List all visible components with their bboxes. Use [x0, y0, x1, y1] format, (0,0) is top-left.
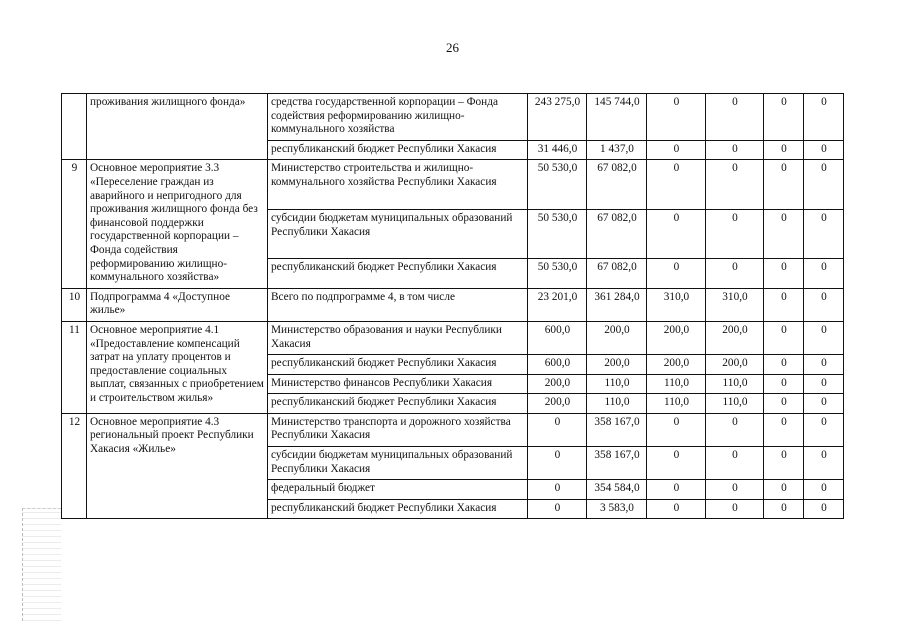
amount-cell: 110,0	[647, 374, 706, 394]
amount-cell: 200,0	[528, 374, 587, 394]
amount-cell: 0	[706, 480, 764, 500]
amount-cell: 67 082,0	[587, 259, 647, 288]
amount-cell: 0	[764, 94, 804, 141]
amount-cell: 0	[764, 447, 804, 480]
row-number: 11	[62, 321, 87, 413]
activity-name: Подпрограмма 4 «Доступное жилье»	[87, 288, 268, 321]
amount-cell: 0	[764, 499, 804, 519]
funding-source: средства государственной корпорации – Фонда содействия реформированию жилищно-коммунального хозяйства	[268, 94, 528, 141]
amount-cell: 310,0	[706, 288, 764, 321]
amount-cell: 0	[764, 160, 804, 210]
amount-cell: 200,0	[528, 394, 587, 414]
row-number	[62, 94, 87, 160]
amount-cell: 110,0	[587, 394, 647, 414]
amount-cell: 0	[706, 209, 764, 259]
amount-cell: 0	[647, 499, 706, 519]
amount-cell: 0	[804, 321, 844, 354]
amount-cell: 0	[706, 140, 764, 160]
amount-cell: 23 201,0	[528, 288, 587, 321]
activity-name: проживания жилищного фонда»	[87, 94, 268, 160]
activity-name: Основное мероприятие 4.1 «Предоставление компенсаций затрат на уплату процентов и предоставление социальных выплат, связанных с приобретением и строительством жилья»	[87, 321, 268, 413]
amount-cell: 0	[528, 499, 587, 519]
amount-cell: 0	[647, 413, 706, 446]
amount-cell: 0	[528, 413, 587, 446]
amount-cell: 0	[706, 413, 764, 446]
page-number: 26	[446, 40, 459, 55]
funding-source: субсидии бюджетам муниципальных образований Республики Хакасия	[268, 447, 528, 480]
amount-cell: 200,0	[706, 321, 764, 354]
amount-cell: 0	[764, 259, 804, 288]
amount-cell: 0	[647, 259, 706, 288]
funding-source: Министерство финансов Республики Хакасия	[268, 374, 528, 394]
funding-source: республиканский бюджет Республики Хакасия	[268, 394, 528, 414]
activity-name: Основное мероприятие 3.3 «Переселение граждан из аварийного и непригодного для проживания жилищного фонда без финансовой поддержки государственной корпорации – Фонда содействия реформированию жилищно-коммунального хозяйства»	[87, 160, 268, 288]
funding-source: республиканский бюджет Республики Хакасия	[268, 355, 528, 375]
archive-stamp	[22, 508, 61, 621]
amount-cell: 0	[647, 480, 706, 500]
amount-cell: 354 584,0	[587, 480, 647, 500]
amount-cell: 0	[764, 140, 804, 160]
amount-cell: 600,0	[528, 355, 587, 375]
amount-cell: 110,0	[647, 394, 706, 414]
table-row	[62, 413, 844, 446]
row-number: 12	[62, 413, 87, 519]
table-row	[62, 321, 844, 354]
amount-cell: 0	[647, 209, 706, 259]
amount-cell: 0	[804, 209, 844, 259]
funding-source: республиканский бюджет Республики Хакасия	[268, 499, 528, 519]
amount-cell: 110,0	[706, 374, 764, 394]
amount-cell: 361 284,0	[587, 288, 647, 321]
amount-cell: 0	[764, 480, 804, 500]
amount-cell: 0	[647, 94, 706, 141]
amount-cell: 0	[804, 394, 844, 414]
amount-cell: 50 530,0	[528, 160, 587, 210]
funding-source: Всего по подпрограмме 4, в том числе	[268, 288, 528, 321]
row-number: 10	[62, 288, 87, 321]
amount-cell: 0	[804, 259, 844, 288]
amount-cell: 145 744,0	[587, 94, 647, 141]
amount-cell: 67 082,0	[587, 160, 647, 210]
funding-source: республиканский бюджет Республики Хакасия	[268, 259, 528, 288]
amount-cell: 0	[804, 140, 844, 160]
amount-cell: 0	[764, 355, 804, 375]
table-row	[62, 160, 844, 210]
amount-cell: 200,0	[587, 321, 647, 354]
budget-table	[61, 93, 844, 519]
amount-cell: 0	[804, 288, 844, 321]
amount-cell: 200,0	[647, 321, 706, 354]
funding-source: республиканский бюджет Республики Хакасия	[268, 140, 528, 160]
amount-cell: 0	[804, 413, 844, 446]
amount-cell: 50 530,0	[528, 259, 587, 288]
funding-source: субсидии бюджетам муниципальных образований Республики Хакасия	[268, 209, 528, 259]
amount-cell: 0	[647, 160, 706, 210]
amount-cell: 0	[647, 447, 706, 480]
table-row	[62, 94, 844, 141]
amount-cell: 0	[764, 374, 804, 394]
funding-source: Министерство образования и науки Республики Хакасия	[268, 321, 528, 354]
amount-cell: 0	[804, 480, 844, 500]
amount-cell: 0	[764, 288, 804, 321]
amount-cell: 0	[528, 447, 587, 480]
amount-cell: 0	[764, 413, 804, 446]
funding-source: Министерство строительства и жилищно-коммунального хозяйства Республики Хакасия	[268, 160, 528, 210]
amount-cell: 3 583,0	[587, 499, 647, 519]
amount-cell: 110,0	[706, 394, 764, 414]
funding-source: федеральный бюджет	[268, 480, 528, 500]
amount-cell: 0	[804, 160, 844, 210]
amount-cell: 358 167,0	[587, 413, 647, 446]
amount-cell: 200,0	[706, 355, 764, 375]
amount-cell: 200,0	[647, 355, 706, 375]
amount-cell: 200,0	[587, 355, 647, 375]
amount-cell: 310,0	[647, 288, 706, 321]
amount-cell: 0	[804, 374, 844, 394]
amount-cell: 0	[804, 94, 844, 141]
amount-cell: 0	[764, 394, 804, 414]
amount-cell: 0	[764, 209, 804, 259]
amount-cell: 0	[804, 499, 844, 519]
amount-cell: 358 167,0	[587, 447, 647, 480]
amount-cell: 0	[764, 321, 804, 354]
table-row	[62, 288, 844, 321]
amount-cell: 0	[706, 160, 764, 210]
row-number: 9	[62, 160, 87, 288]
amount-cell: 1 437,0	[587, 140, 647, 160]
funding-source: Министерство транспорта и дорожного хозяйства Республики Хакасия	[268, 413, 528, 446]
amount-cell: 50 530,0	[528, 209, 587, 259]
amount-cell: 0	[528, 480, 587, 500]
amount-cell: 0	[804, 355, 844, 375]
amount-cell: 0	[804, 447, 844, 480]
amount-cell: 31 446,0	[528, 140, 587, 160]
amount-cell: 600,0	[528, 321, 587, 354]
amount-cell: 67 082,0	[587, 209, 647, 259]
amount-cell: 110,0	[587, 374, 647, 394]
activity-name: Основное мероприятие 4.3 региональный проект Республики Хакасия «Жилье»	[87, 413, 268, 519]
amount-cell: 0	[647, 140, 706, 160]
amount-cell: 0	[706, 447, 764, 480]
amount-cell: 0	[706, 259, 764, 288]
amount-cell: 243 275,0	[528, 94, 587, 141]
amount-cell: 0	[706, 94, 764, 141]
amount-cell: 0	[706, 499, 764, 519]
